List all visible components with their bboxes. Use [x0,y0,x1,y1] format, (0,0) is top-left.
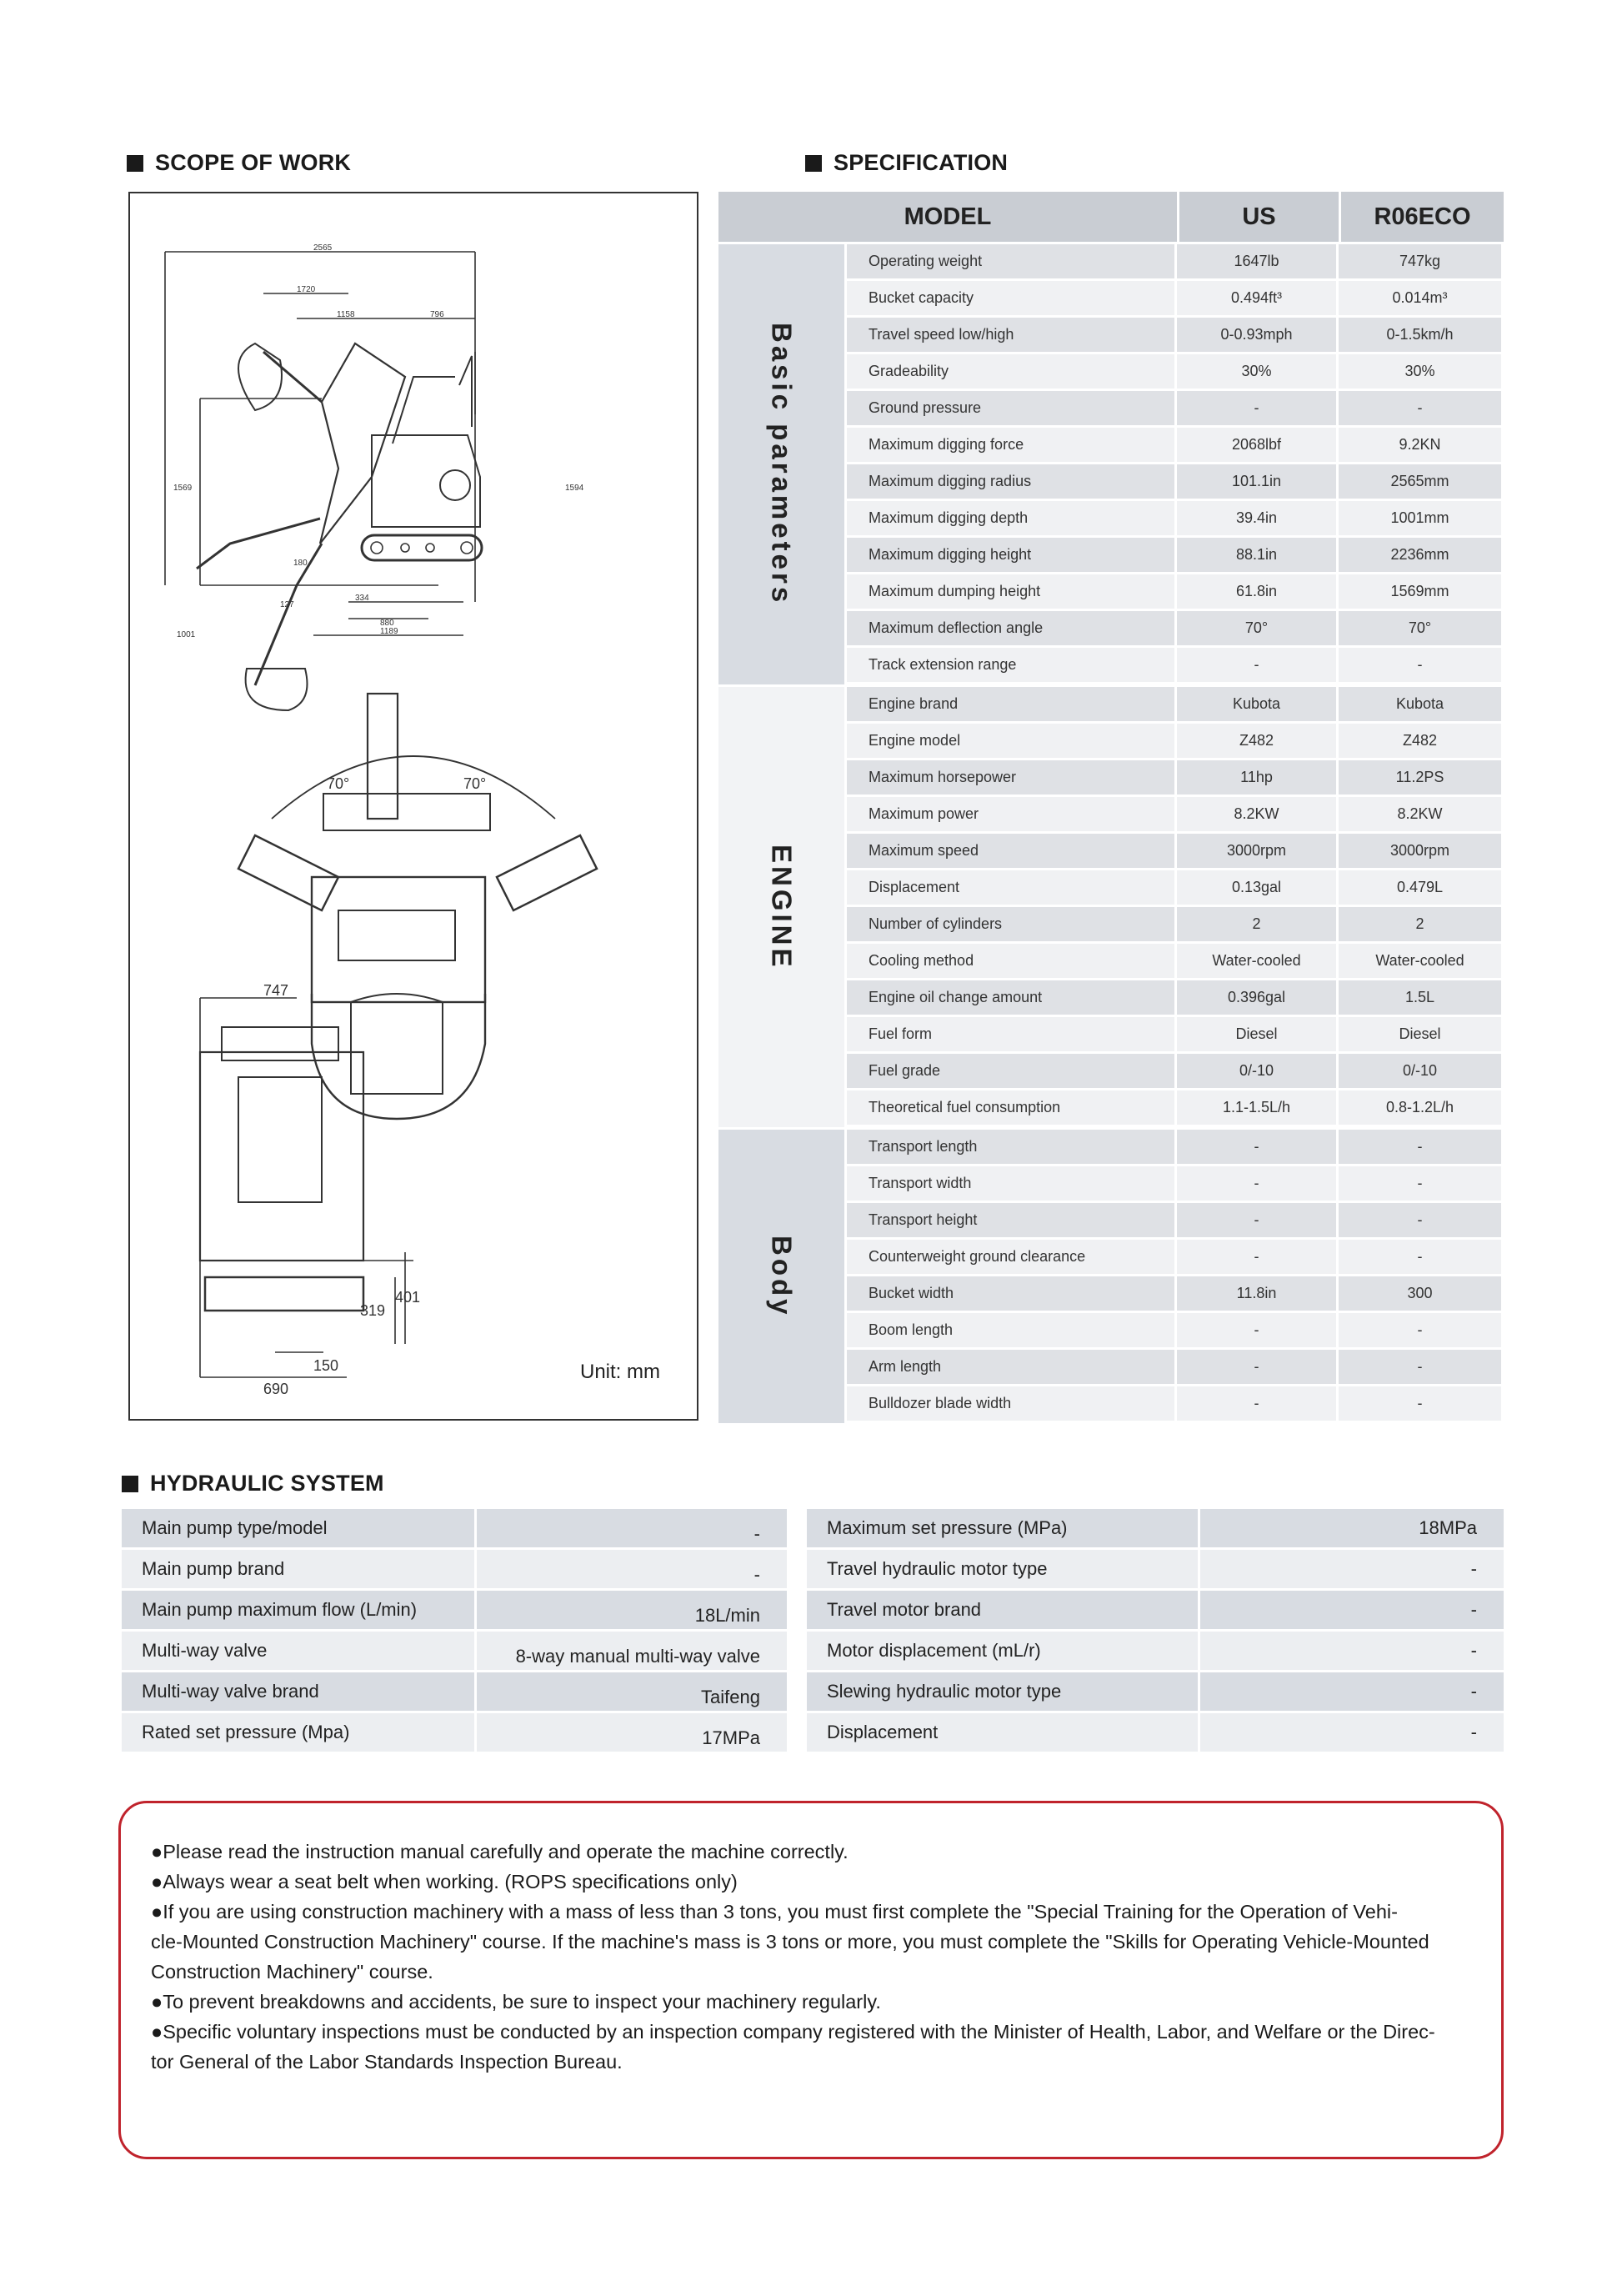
spec-param: Operating weight [847,244,1177,278]
spec-row [847,574,1504,611]
unit-label: Unit: mm [580,1361,660,1383]
dim-1569: 1569 [173,484,193,493]
spec-value-us: 101.1in [1177,464,1339,499]
hydraulic-value: - [1200,1550,1504,1588]
spec-value-us: 0.396gal [1177,980,1339,1015]
angle-left: 70° [327,775,350,792]
spec-param: Maximum digging height [847,538,1177,572]
spec-value-us: - [1177,648,1339,682]
hydraulic-value: - [1200,1591,1504,1629]
spec-param: Displacement [847,870,1177,905]
notice-line: Construction Machinery" course. [151,1961,433,1983]
hydraulic-row [807,1550,1504,1591]
spec-group-label-text: Basic parameters [766,323,798,606]
spec-param: Maximum deflection angle [847,611,1177,645]
spec-group-label [718,1130,847,1423]
spec-row [847,1090,1504,1127]
dim-880: 880 [380,619,394,628]
hydraulic-value: Taifeng [477,1672,787,1711]
spec-value-us: 61.8in [1177,574,1339,609]
spec-value-r06eco: 1001mm [1339,501,1501,535]
spec-group-label [718,244,847,684]
spec-value-r06eco: - [1339,1350,1501,1384]
hydraulic-value: - [1200,1672,1504,1711]
notice-line: cle-Mounted Construction Machinery" course. If the machine's mass is 3 tons or more, you must complete the "Skills for Operating Vehicle-Mounted [151,1931,1429,1953]
hydraulic-param: Main pump brand [122,1550,477,1588]
dim-2565: 2565 [313,243,333,253]
spec-param: Bucket width [847,1276,1177,1311]
spec-param: Engine oil change amount [847,980,1177,1015]
spec-param: Maximum horsepower [847,760,1177,795]
spec-value-us: 1.1-1.5L/h [1177,1090,1339,1125]
hydraulic-system-heading [122,1471,384,1496]
spec-value-r06eco: - [1339,1386,1501,1421]
spec-value-us: 0/-10 [1177,1054,1339,1088]
spec-value-us: Diesel [1177,1017,1339,1051]
spec-row [847,724,1504,760]
hydraulic-param: Displacement [807,1713,1200,1752]
spec-row [847,428,1504,464]
hydraulic-param: Motor displacement (mL/r) [807,1632,1200,1670]
dim-1720: 1720 [297,285,316,294]
spec-value-us: Z482 [1177,724,1339,758]
notice-line: ●If you are using construction machinery with a mass of less than 3 tons, you must first complete the "Special Training for the Operation of Vehi- [151,1901,1398,1923]
spec-value-us: 11.8in [1177,1276,1339,1311]
dim-1001: 1001 [177,630,196,639]
hydraulic-value: 18MPa [1200,1509,1504,1547]
spec-value-r06eco: 11.2PS [1339,760,1501,795]
notice-line: ●To prevent breakdowns and accidents, be sure to inspect your machinery regularly. [151,1991,881,2013]
spec-value-us: 11hp [1177,760,1339,795]
hydraulic-value: 8-way manual multi-way valve [477,1632,787,1670]
hydraulic-row [807,1632,1504,1672]
hydraulic-row [807,1713,1504,1754]
scope-title-text: SCOPE OF WORK [155,150,352,175]
spec-param: Boom length [847,1313,1177,1347]
spec-value-us: 0.13gal [1177,870,1339,905]
dim-796: 796 [430,310,444,319]
spec-row [847,1054,1504,1090]
spec-param: Maximum power [847,797,1177,831]
hydraulic-table-right [807,1509,1504,1754]
spec-row [847,281,1504,318]
angle-right: 70° [463,775,487,792]
spec-row [847,391,1504,428]
spec-value-us: - [1177,391,1339,425]
spec-param: Number of cylinders [847,907,1177,941]
spec-value-r06eco: 1569mm [1339,574,1501,609]
hydraulic-row [807,1672,1504,1713]
spec-param: Counterweight ground clearance [847,1240,1177,1274]
hydraulic-title-text: HYDRAULIC SYSTEM [150,1471,384,1496]
spec-value-r06eco: 300 [1339,1276,1501,1311]
spec-row [847,687,1504,724]
hydraulic-row [122,1632,787,1672]
spec-value-r06eco: 9.2KN [1339,428,1501,462]
spec-value-r06eco: 0.8-1.2L/h [1339,1090,1501,1125]
spec-row [847,907,1504,944]
spec-param: Bucket capacity [847,281,1177,315]
spec-row [847,611,1504,648]
spec-value-r06eco: 0.479L [1339,870,1501,905]
hydraulic-row [122,1591,787,1632]
spec-row [847,980,1504,1017]
hydraulic-row [122,1713,787,1754]
spec-param: Bulldozer blade width [847,1386,1177,1421]
spec-row [847,1203,1504,1240]
spec-value-r06eco: - [1339,1203,1501,1237]
spec-row [847,318,1504,354]
top-view [238,694,597,1119]
dim-334: 334 [355,594,369,603]
spec-header-row [718,192,1504,242]
specification-table [718,192,1504,1423]
hydraulic-param: Main pump type/model [122,1509,477,1547]
spec-value-us: - [1177,1203,1339,1237]
spec-value-us: 30% [1177,354,1339,389]
notice-line: ●Always wear a seat belt when working. (ROPS specifications only) [151,1871,738,1892]
safety-notice-box [118,1801,1504,2159]
spec-param: Fuel grade [847,1054,1177,1088]
hydraulic-param: Slewing hydraulic motor type [807,1672,1200,1711]
spec-param: Transport height [847,1203,1177,1237]
square-bullet-icon [805,155,822,172]
spec-row [847,870,1504,907]
spec-row [847,797,1504,834]
dim-1594: 1594 [565,484,584,493]
spec-group-label [718,687,847,1127]
spec-row [847,354,1504,391]
dim-690: 690 [263,1381,289,1397]
spec-value-us: - [1177,1350,1339,1384]
spec-row [847,648,1504,684]
spec-group-2 [718,1127,1504,1423]
spec-row [847,538,1504,574]
spec-param: Ground pressure [847,391,1177,425]
spec-value-r06eco: 1.5L [1339,980,1501,1015]
spec-param: Cooling method [847,944,1177,978]
dim-180: 180 [293,559,308,568]
hydraulic-param: Multi-way valve brand [122,1672,477,1711]
spec-param: Transport length [847,1130,1177,1164]
front-view [200,982,420,1397]
notice-line: tor General of the Labor Standards Inspection Bureau. [151,2051,623,2073]
spec-param: Arm length [847,1350,1177,1384]
dim-150: 150 [313,1357,339,1374]
spec-value-us: 39.4in [1177,501,1339,535]
spec-row [847,501,1504,538]
spec-param: Theoretical fuel consumption [847,1090,1177,1125]
side-view [165,243,584,710]
hydraulic-value: 18L/min [477,1591,787,1629]
spec-value-us: 2 [1177,907,1339,941]
spec-param: Travel speed low/high [847,318,1177,352]
spec-value-us: 8.2KW [1177,797,1339,831]
spec-value-us: - [1177,1130,1339,1164]
hydraulic-row [122,1672,787,1713]
spec-row [847,1276,1504,1313]
spec-row [847,1386,1504,1423]
spec-value-us: - [1177,1166,1339,1201]
spec-row [847,1240,1504,1276]
spec-row [847,464,1504,501]
dim-319: 319 [360,1302,386,1319]
dim-747: 747 [263,982,289,999]
spec-group-1 [718,684,1504,1127]
notice-line: ●Please read the instruction manual carefully and operate the machine correctly. [151,1841,849,1862]
spec-param: Gradeability [847,354,1177,389]
spec-row [847,1313,1504,1350]
hydraulic-param: Main pump maximum flow (L/min) [122,1591,477,1629]
spec-value-r06eco: - [1339,1130,1501,1164]
spec-value-us: 70° [1177,611,1339,645]
spec-value-r06eco: Z482 [1339,724,1501,758]
spec-value-r06eco: 0-1.5km/h [1339,318,1501,352]
spec-value-r06eco: Diesel [1339,1017,1501,1051]
hydraulic-param: Travel hydraulic motor type [807,1550,1200,1588]
hydraulic-value: - [1200,1632,1504,1670]
spec-value-us: 0-0.93mph [1177,318,1339,352]
spec-param: Maximum dumping height [847,574,1177,609]
spec-value-r06eco: - [1339,1166,1501,1201]
dim-401: 401 [395,1289,421,1306]
hydraulic-value: 17MPa [477,1713,787,1752]
spec-value-us: - [1177,1313,1339,1347]
spec-title-text: SPECIFICATION [834,150,1009,175]
spec-value-r06eco: 747kg [1339,244,1501,278]
hydraulic-row [807,1509,1504,1550]
spec-value-r06eco: 2565mm [1339,464,1501,499]
spec-row [847,834,1504,870]
spec-value-r06eco: 2 [1339,907,1501,941]
hydraulic-value: - [477,1550,787,1588]
dim-127: 127 [280,600,294,609]
spec-value-r06eco: 3000rpm [1339,834,1501,868]
hydraulic-table-left [122,1509,787,1754]
spec-value-us: 0.494ft³ [1177,281,1339,315]
hydraulic-param: Travel motor brand [807,1591,1200,1629]
spec-group-label-text: Body [766,1235,798,1318]
spec-group-label-text: ENGINE [766,844,798,970]
spec-value-r06eco: 70° [1339,611,1501,645]
spec-row [847,1166,1504,1203]
spec-group-0 [718,242,1504,684]
spec-value-us: Water-cooled [1177,944,1339,978]
spec-value-us: 1647lb [1177,244,1339,278]
header-r06eco: R06ECO [1341,192,1504,242]
spec-param: Track extension range [847,648,1177,682]
spec-value-us: 2068lbf [1177,428,1339,462]
spec-value-r06eco: - [1339,1313,1501,1347]
spec-value-us: - [1177,1386,1339,1421]
spec-row [847,244,1504,281]
spec-value-us: - [1177,1240,1339,1274]
spec-value-r06eco: - [1339,648,1501,682]
spec-param: Transport width [847,1166,1177,1201]
square-bullet-icon [122,1476,138,1492]
dim-1189: 1189 [380,627,398,636]
spec-param: Fuel form [847,1017,1177,1051]
spec-param: Engine model [847,724,1177,758]
specification-heading [805,150,1008,176]
spec-value-r06eco: 2236mm [1339,538,1501,572]
spec-row [847,1350,1504,1386]
spec-row [847,1130,1504,1166]
notice-line: ●Specific voluntary inspections must be conducted by an inspection company registered with the Minister of Health, Labor, and Welfare or the Direc- [151,2021,1435,2043]
spec-param: Maximum digging radius [847,464,1177,499]
header-us: US [1179,192,1341,242]
spec-row [847,1017,1504,1054]
spec-row [847,944,1504,980]
spec-row [847,760,1504,797]
hydraulic-param: Maximum set pressure (MPa) [807,1509,1200,1547]
spec-value-r06eco: 8.2KW [1339,797,1501,831]
hydraulic-row [122,1550,787,1591]
hydraulic-row [122,1509,787,1550]
spec-value-r06eco: - [1339,391,1501,425]
hydraulic-param: Rated set pressure (Mpa) [122,1713,477,1752]
dim-1158: 1158 [337,310,355,319]
excavator-dimension-drawing [130,193,700,1422]
spec-param: Engine brand [847,687,1177,721]
header-model: MODEL [718,192,1179,242]
scope-of-work-heading [127,150,351,176]
spec-value-us: Kubota [1177,687,1339,721]
hydraulic-value: - [1200,1713,1504,1752]
scope-of-work-drawing [128,192,698,1421]
hydraulic-param: Multi-way valve [122,1632,477,1670]
hydraulic-value: - [477,1509,787,1547]
spec-value-us: 88.1in [1177,538,1339,572]
hydraulic-row [807,1591,1504,1632]
spec-value-r06eco: Water-cooled [1339,944,1501,978]
spec-value-r06eco: Kubota [1339,687,1501,721]
spec-param: Maximum digging force [847,428,1177,462]
spec-value-r06eco: 0.014m³ [1339,281,1501,315]
spec-param: Maximum digging depth [847,501,1177,535]
spec-param: Maximum speed [847,834,1177,868]
spec-value-us: 3000rpm [1177,834,1339,868]
square-bullet-icon [127,155,143,172]
spec-value-r06eco: - [1339,1240,1501,1274]
spec-value-r06eco: 0/-10 [1339,1054,1501,1088]
spec-value-r06eco: 30% [1339,354,1501,389]
